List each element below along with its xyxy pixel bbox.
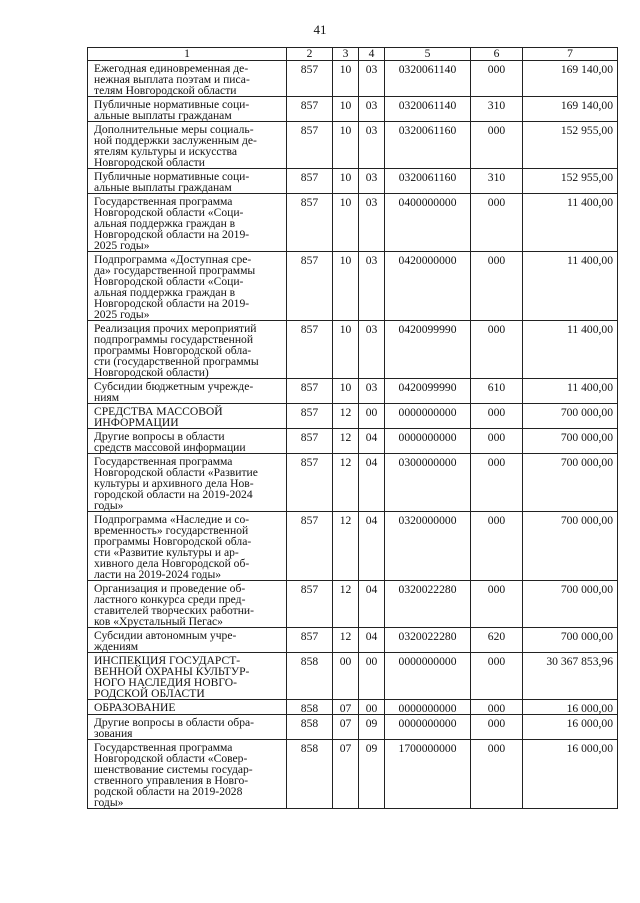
row-name-line: ной поддержки заслуженным де- xyxy=(94,134,257,147)
col-6-cell: 620 xyxy=(471,628,523,653)
table-row xyxy=(88,715,618,740)
row-name-line: ниям xyxy=(94,391,120,404)
table-header-row xyxy=(88,48,618,61)
row-name xyxy=(88,97,287,122)
col-2-cell: 857 xyxy=(287,169,333,194)
col-2-cell: 857 xyxy=(287,581,333,628)
col-6-cell: 000 xyxy=(471,653,523,700)
row-name-line: Новгородской области «Развитие xyxy=(94,466,258,479)
row-name-line: ластного конкурса среди пред- xyxy=(94,593,246,606)
col-3-cell: 10 xyxy=(333,321,359,379)
col-3-cell: 12 xyxy=(333,429,359,454)
col-4-cell: 03 xyxy=(359,97,385,122)
col-3-cell: 12 xyxy=(333,404,359,429)
col-4-cell: 03 xyxy=(359,194,385,252)
row-name-line: культуры и архивного дела Нов- xyxy=(94,477,254,490)
row-name-line: НОГО НАСЛЕДИЯ НОВГО- xyxy=(94,676,238,689)
col-3-cell: 10 xyxy=(333,194,359,252)
col-4-cell: 03 xyxy=(359,321,385,379)
col-2-cell: 857 xyxy=(287,122,333,169)
row-name-line: Государственная программа xyxy=(94,195,233,208)
col-3-cell: 12 xyxy=(333,581,359,628)
row-name-line: альные выплаты гражданам xyxy=(94,181,232,194)
col-5-cell: 0000000000 xyxy=(385,715,471,740)
row-name-line: Субсидии бюджетным учрежде- xyxy=(94,380,254,393)
col-6-cell: 000 xyxy=(471,700,523,715)
col-3-cell: 10 xyxy=(333,97,359,122)
amount-cell: 700 000,00 xyxy=(523,512,618,581)
row-name-line: ласти на 2019-2024 годы» xyxy=(94,568,222,581)
col-5-cell: 1700000000 xyxy=(385,740,471,809)
row-name xyxy=(88,61,287,97)
column-header: 6 xyxy=(471,48,523,61)
column-header: 3 xyxy=(333,48,359,61)
row-name-line: да» государственной программы xyxy=(94,264,256,277)
row-name xyxy=(88,122,287,169)
row-name-line: СРЕДСТВА МАССОВОЙ xyxy=(94,405,223,418)
row-name-line: родской области на 2019-2028 xyxy=(94,785,243,798)
col-6-cell: 310 xyxy=(471,97,523,122)
col-5-cell: 0000000000 xyxy=(385,700,471,715)
row-name xyxy=(88,379,287,404)
amount-cell: 11 400,00 xyxy=(523,321,618,379)
row-name-line: нежная выплата поэтам и писа- xyxy=(94,73,250,86)
budget-table xyxy=(87,47,618,809)
row-name-line: Новгородской области «Соци- xyxy=(94,206,244,219)
col-3-cell: 07 xyxy=(333,715,359,740)
col-4-cell: 04 xyxy=(359,628,385,653)
col-2-cell: 857 xyxy=(287,61,333,97)
table-row xyxy=(88,740,618,809)
col-5-cell: 0400000000 xyxy=(385,194,471,252)
row-name-line: годы» xyxy=(94,796,124,809)
row-name xyxy=(88,512,287,581)
col-6-cell: 000 xyxy=(471,454,523,512)
col-6-cell: 000 xyxy=(471,512,523,581)
row-name-line: Дополнительные меры социаль- xyxy=(94,123,254,136)
col-2-cell: 858 xyxy=(287,653,333,700)
col-5-cell: 0320061160 xyxy=(385,169,471,194)
row-name-line: Новгородской области на 2019- xyxy=(94,228,250,241)
table-row xyxy=(88,429,618,454)
row-name xyxy=(88,581,287,628)
col-6-cell: 000 xyxy=(471,252,523,321)
row-name-line: Новгородской области xyxy=(94,156,205,169)
table-row xyxy=(88,628,618,653)
col-3-cell: 10 xyxy=(333,252,359,321)
row-name-line: альные выплаты гражданам xyxy=(94,109,232,122)
amount-cell: 700 000,00 xyxy=(523,404,618,429)
amount-cell: 16 000,00 xyxy=(523,740,618,809)
col-5-cell: 0320000000 xyxy=(385,512,471,581)
row-name-line: годы» xyxy=(94,499,124,512)
row-name-line: Новгородской области) xyxy=(94,366,209,379)
col-5-cell: 0000000000 xyxy=(385,404,471,429)
col-4-cell: 03 xyxy=(359,61,385,97)
amount-cell: 11 400,00 xyxy=(523,194,618,252)
row-name-line: ИНСПЕКЦИЯ ГОСУДАРСТ- xyxy=(94,654,241,667)
col-5-cell: 0420099990 xyxy=(385,321,471,379)
col-2-cell: 857 xyxy=(287,97,333,122)
row-name-line: ОБРАЗОВАНИЕ xyxy=(94,701,176,714)
table-row xyxy=(88,653,618,700)
row-name-line: Новгородской области на 2019- xyxy=(94,297,250,310)
row-name-line: РОДСКОЙ ОБЛАСТИ xyxy=(94,687,205,700)
row-name-line: Публичные нормативные соци- xyxy=(94,98,250,111)
amount-cell: 152 955,00 xyxy=(523,122,618,169)
col-4-cell: 03 xyxy=(359,169,385,194)
col-2-cell: 858 xyxy=(287,700,333,715)
row-name-line: Другие вопросы в области xyxy=(94,430,225,443)
table-row xyxy=(88,61,618,97)
col-6-cell: 000 xyxy=(471,429,523,454)
col-4-cell: 04 xyxy=(359,429,385,454)
row-name xyxy=(88,628,287,653)
col-5-cell: 0320022280 xyxy=(385,581,471,628)
row-name-line: Подпрограмма «Доступная сре- xyxy=(94,253,252,266)
row-name-line: альная поддержка граждан в xyxy=(94,217,236,230)
row-name-line: Организация и проведение об- xyxy=(94,582,246,595)
row-name-line: ВЕННОЙ ОХРАНЫ КУЛЬТУР- xyxy=(94,665,250,678)
col-3-cell: 07 xyxy=(333,740,359,809)
col-2-cell: 857 xyxy=(287,404,333,429)
row-name-line: ков «Хрустальный Пегас» xyxy=(94,615,223,628)
col-4-cell: 03 xyxy=(359,122,385,169)
amount-cell: 11 400,00 xyxy=(523,252,618,321)
col-6-cell: 610 xyxy=(471,379,523,404)
col-2-cell: 858 xyxy=(287,715,333,740)
row-name-line: Другие вопросы в области обра- xyxy=(94,716,254,729)
col-5-cell: 0000000000 xyxy=(385,429,471,454)
page-number: 41 xyxy=(313,22,327,37)
col-3-cell: 12 xyxy=(333,512,359,581)
table-row xyxy=(88,122,618,169)
row-name xyxy=(88,321,287,379)
row-name-line: городской области на 2019-2024 xyxy=(94,488,253,501)
row-name-line: ятелям культуры и искусства xyxy=(94,145,238,158)
row-name xyxy=(88,429,287,454)
col-3-cell: 07 xyxy=(333,700,359,715)
table-row xyxy=(88,700,618,715)
row-name xyxy=(88,700,287,715)
row-name-line: ственного управления в Новго- xyxy=(94,774,249,787)
row-name xyxy=(88,740,287,809)
col-3-cell: 10 xyxy=(333,169,359,194)
col-5-cell: 0320061160 xyxy=(385,122,471,169)
row-name xyxy=(88,252,287,321)
col-2-cell: 857 xyxy=(287,454,333,512)
row-name-line: Субсидии автономным учре- xyxy=(94,629,237,642)
table-row xyxy=(88,454,618,512)
col-2-cell: 857 xyxy=(287,379,333,404)
col-4-cell: 03 xyxy=(359,379,385,404)
row-name-line: ждениям xyxy=(94,640,139,653)
row-name-line: Государственная программа xyxy=(94,741,233,754)
col-3-cell: 00 xyxy=(333,653,359,700)
amount-cell: 169 140,00 xyxy=(523,97,618,122)
col-4-cell: 00 xyxy=(359,653,385,700)
col-4-cell: 00 xyxy=(359,700,385,715)
row-name-line: Ежегодная единовременная де- xyxy=(94,62,249,75)
col-4-cell: 00 xyxy=(359,404,385,429)
col-2-cell: 857 xyxy=(287,512,333,581)
row-name-line: Государственная программа xyxy=(94,455,233,468)
table-row xyxy=(88,512,618,581)
col-3-cell: 12 xyxy=(333,628,359,653)
row-name-line: Подпрограмма «Наследие и со- xyxy=(94,513,250,526)
row-name-line: хивного дела Новгородской об- xyxy=(94,557,250,570)
row-name xyxy=(88,454,287,512)
table-row xyxy=(88,252,618,321)
column-header: 1 xyxy=(88,48,287,61)
col-6-cell: 000 xyxy=(471,122,523,169)
col-4-cell: 04 xyxy=(359,581,385,628)
row-name-line: сти «Развитие культуры и ар- xyxy=(94,546,239,559)
amount-cell: 152 955,00 xyxy=(523,169,618,194)
row-name-line: сти (государственной программы xyxy=(94,355,259,368)
col-5-cell: 0000000000 xyxy=(385,653,471,700)
table-row xyxy=(88,169,618,194)
col-3-cell: 10 xyxy=(333,122,359,169)
amount-cell: 16 000,00 xyxy=(523,700,618,715)
col-2-cell: 857 xyxy=(287,252,333,321)
amount-cell: 11 400,00 xyxy=(523,379,618,404)
table-row xyxy=(88,379,618,404)
amount-cell: 700 000,00 xyxy=(523,429,618,454)
amount-cell: 169 140,00 xyxy=(523,61,618,97)
table-row xyxy=(88,404,618,429)
col-4-cell: 04 xyxy=(359,454,385,512)
col-4-cell: 04 xyxy=(359,512,385,581)
col-6-cell: 000 xyxy=(471,581,523,628)
row-name-line: Реализация прочих мероприятий xyxy=(94,322,257,335)
col-3-cell: 12 xyxy=(333,454,359,512)
col-2-cell: 857 xyxy=(287,429,333,454)
row-name-line: программы Новгородской обла- xyxy=(94,344,252,357)
column-header: 5 xyxy=(385,48,471,61)
col-4-cell: 09 xyxy=(359,715,385,740)
row-name-line: альная поддержка граждан в xyxy=(94,286,236,299)
row-name xyxy=(88,169,287,194)
col-4-cell: 09 xyxy=(359,740,385,809)
col-6-cell: 000 xyxy=(471,61,523,97)
col-3-cell: 10 xyxy=(333,379,359,404)
table-row xyxy=(88,321,618,379)
row-name xyxy=(88,653,287,700)
col-6-cell: 000 xyxy=(471,404,523,429)
row-name-line: подпрограммы государственной xyxy=(94,333,254,346)
col-2-cell: 857 xyxy=(287,321,333,379)
column-header: 2 xyxy=(287,48,333,61)
row-name-line: Новгородской области «Соци- xyxy=(94,275,244,288)
row-name-line: 2025 годы» xyxy=(94,308,150,321)
row-name xyxy=(88,194,287,252)
row-name-line: Новгородской области «Совер- xyxy=(94,752,248,765)
col-5-cell: 0300000000 xyxy=(385,454,471,512)
col-6-cell: 000 xyxy=(471,194,523,252)
row-name-line: средств массовой информации xyxy=(94,441,246,454)
col-5-cell: 0320061140 xyxy=(385,61,471,97)
col-5-cell: 0320022280 xyxy=(385,628,471,653)
row-name-line: зования xyxy=(94,727,133,740)
col-6-cell: 000 xyxy=(471,740,523,809)
table-row xyxy=(88,581,618,628)
row-name-line: программы Новгородской обла- xyxy=(94,535,252,548)
row-name-line: временность» государственной xyxy=(94,524,249,537)
col-6-cell: 000 xyxy=(471,715,523,740)
amount-cell: 700 000,00 xyxy=(523,628,618,653)
amount-cell: 700 000,00 xyxy=(523,454,618,512)
row-name-line: 2025 годы» xyxy=(94,239,150,252)
amount-cell: 700 000,00 xyxy=(523,581,618,628)
col-4-cell: 03 xyxy=(359,252,385,321)
row-name-line: ИНФОРМАЦИИ xyxy=(94,416,179,429)
row-name xyxy=(88,404,287,429)
amount-cell: 30 367 853,96 xyxy=(523,653,618,700)
row-name-line: Публичные нормативные соци- xyxy=(94,170,250,183)
col-5-cell: 0420099990 xyxy=(385,379,471,404)
col-2-cell: 857 xyxy=(287,194,333,252)
col-3-cell: 10 xyxy=(333,61,359,97)
row-name xyxy=(88,715,287,740)
col-5-cell: 0320061140 xyxy=(385,97,471,122)
col-5-cell: 0420000000 xyxy=(385,252,471,321)
table-row xyxy=(88,194,618,252)
column-header: 7 xyxy=(523,48,618,61)
table-row xyxy=(88,97,618,122)
row-name-line: шенствование системы государ- xyxy=(94,763,253,776)
col-6-cell: 310 xyxy=(471,169,523,194)
row-name-line: ставителей творческих работни- xyxy=(94,604,254,617)
col-2-cell: 857 xyxy=(287,628,333,653)
row-name-line: телям Новгородской области xyxy=(94,84,237,97)
amount-cell: 16 000,00 xyxy=(523,715,618,740)
col-6-cell: 000 xyxy=(471,321,523,379)
col-2-cell: 858 xyxy=(287,740,333,809)
column-header: 4 xyxy=(359,48,385,61)
